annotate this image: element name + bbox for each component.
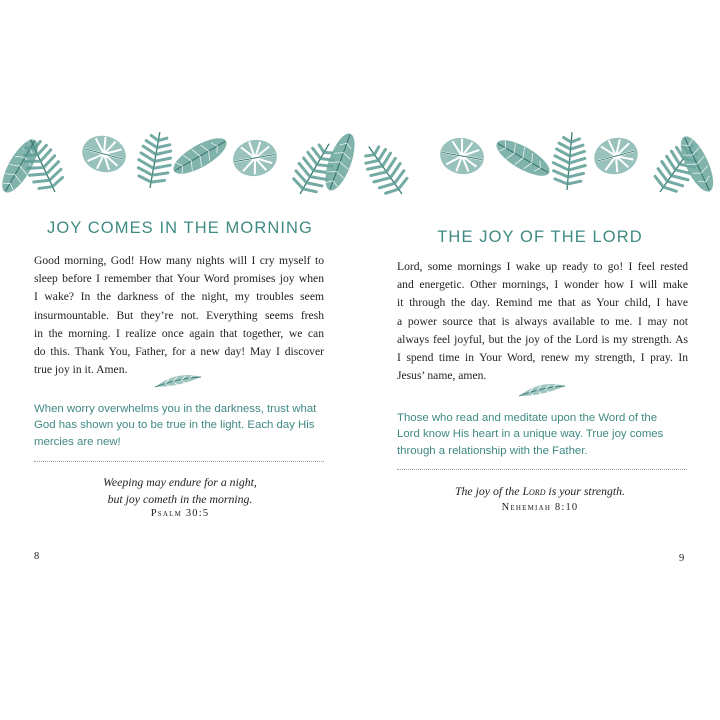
scripture-reference: Nehemiah 8:10 (501, 502, 579, 513)
callout-text (34, 401, 316, 450)
devotional-text (34, 252, 324, 379)
lord-small-caps: Lord (522, 484, 546, 498)
text-line: and energetic. Other mornings, I wonder how I will make (397, 278, 688, 292)
text-line: do this. Thank You, Father, for a new day! May I discover (34, 345, 324, 359)
scripture-verse (0, 474, 360, 508)
text-line: insurmountable. But they’re not. Everything seems fresh (34, 308, 324, 322)
text-line: Lord, some mornings I wake up ready to go! I feel rested (397, 260, 688, 273)
callout-line: When worry overwhelms you in the darkness, trust what (34, 403, 317, 415)
dotted-divider (397, 469, 687, 470)
dotted-divider (34, 461, 324, 462)
text-line: in the morning. I realize once again that together, we can (34, 326, 324, 340)
callout-line: mercies are new! (34, 435, 121, 448)
verse-line: The joy of the Lord is your strength. (454, 484, 626, 498)
right-page (360, 0, 720, 720)
page-number: 9 (679, 553, 685, 564)
text-line: I spend time in Your Word, renew my strength, I pray. In (397, 351, 688, 365)
feather-leaf-icon (517, 381, 567, 399)
text-line: Jesus’ name, amen. (397, 369, 487, 383)
devotional-text (397, 258, 688, 385)
verse-line: but joy cometh in the morning. (107, 492, 253, 506)
callout-line: Those who read and meditate upon the Word of the (397, 412, 658, 424)
text-line: always feel joyful, but the joy of the Lord is my strength. As (397, 332, 688, 346)
text-line: a power source that is always available to me. I may not (397, 314, 688, 328)
page-number: 8 (34, 551, 40, 562)
page-title: THE JOY OF THE LORD (437, 228, 643, 246)
feather-leaf-icon (153, 372, 203, 390)
text-line: true joy in it. Amen. (34, 363, 128, 377)
callout-line: God has shown you to be true in the light. Each day His (34, 419, 315, 432)
text-line: I wake? In the darkness of the night, my troubles seem (34, 290, 324, 304)
verse-line: Weeping may endure for a night, (103, 475, 257, 489)
scripture-reference: Psalm 30:5 (150, 508, 210, 519)
text-line: Good morning, God! How many nights will I cry myself to (34, 254, 324, 267)
callout-line: through a relationship with the Father. (397, 444, 588, 457)
scripture-verse (360, 483, 720, 500)
text-line: sleep before I remember that Your Word promises joy when (34, 272, 324, 286)
page-title: JOY COMES IN THE MORNING (47, 219, 313, 237)
callout-line: Lord know His heart in a unique way. True joy comes (397, 428, 664, 441)
text-line: it through the day. Remind me that as Your child, I have (397, 296, 688, 310)
callout-text (397, 410, 663, 459)
